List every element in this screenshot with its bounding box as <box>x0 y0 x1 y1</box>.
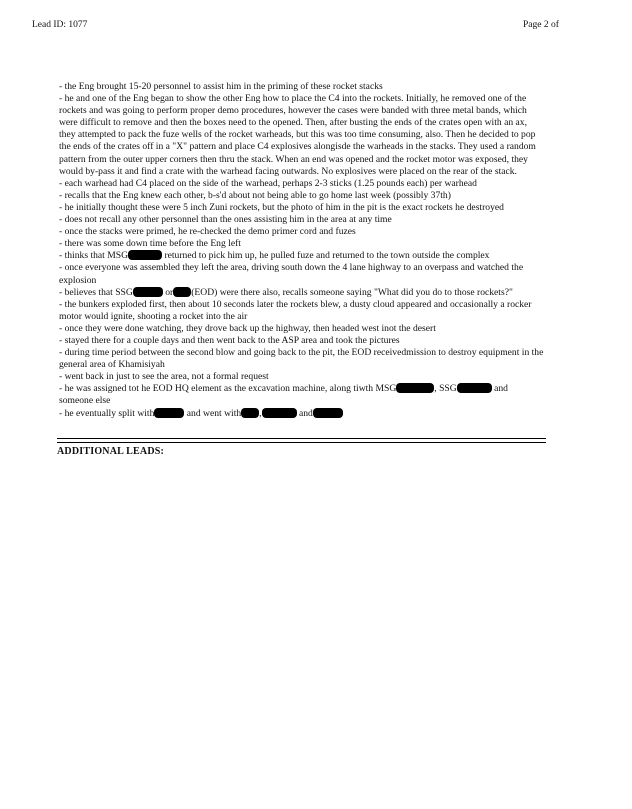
redaction-block <box>396 383 434 393</box>
note-text: - believes that SSG <box>59 286 133 298</box>
note-line <box>59 250 544 262</box>
redaction-block <box>313 408 343 418</box>
redaction-block <box>133 287 163 297</box>
interview-notes <box>59 81 544 420</box>
page-number: Page 2 of <box>523 20 559 30</box>
note-line: - went back in just to see the area, not a formal request <box>59 371 269 383</box>
note-line: - once they were done watching, they drove back up the highway, then headed west inot the desert <box>59 322 436 334</box>
note-line: - there was some down time before the Eng left <box>59 238 241 250</box>
note-line: - does not recall any other personnel than the ones assisting him in the area at any time <box>59 214 392 226</box>
additional-leads-heading: ADDITIONAL LEADS: <box>57 446 165 457</box>
note-text: and went with <box>186 407 242 419</box>
note-line <box>59 287 544 299</box>
note-line: - he and one of the Eng began to show the other Eng how to place the C4 into the rockets. Initially, he removed one of the rockets and was going to perform proper demo procedures, however the cases were banded with three metal bands, which were difficult to remove and then the boxes need to the opened. Then, after busting the ends of the crates open with an ax, they attempted to pack the fuze wells of the rocket warheads, but this was too time consuming, also. Then he decided to pop the ends of the crates off in a "X" pattern and place C4 explosives alongisde the warheads in the stacks. They used a random pattern from the outer upper corners then thru the stack. When an end was opened and the rocket motor was exposed, they would by-pass it and find a crate with the warhead facing outwards. No explosives were placed on the rear of the stack. <box>59 93 536 177</box>
note-line: - during time period between the second blow and going back to the pit, the EOD receivedmission to destroy equipment in the general area of Khamisiyah <box>59 347 544 371</box>
note-text: and <box>298 407 313 419</box>
note-line: - once everyone was assembled they left the area, driving south down the 4 lane highway to an overpass and watched the explosion <box>59 262 524 286</box>
note-text: returned to pick him up, he pulled fuze and returned to the town outside the complex <box>164 250 490 262</box>
note-line: - once the stacks were primed, he re-checked the demo primer cord and fuzes <box>59 226 356 238</box>
note-line: - he initially thought these were 5 inch Zuni rockets, but the photo of him in the pit is the exact rockets he destroyed <box>59 201 504 213</box>
note-line: - the bunkers exploded first, then about 10 seconds later the rockets blew, a dusty cloud appeared and occasionally a rocker motor would ignite, shooting a rocket into the air <box>59 298 532 322</box>
redaction-block <box>154 408 184 418</box>
note-text: , <box>259 407 262 419</box>
note-text: or <box>165 286 174 298</box>
note-line <box>59 383 544 407</box>
note-line: - the Eng brought 15-20 personnel to assist him in the priming of these rocket stacks <box>59 81 383 92</box>
note-text: (EOD) were there also, recalls someone saying "What did you do to those rockets?" <box>191 286 513 298</box>
note-text: and someone else <box>59 383 508 407</box>
note-text: - thinks that MSG <box>59 250 129 262</box>
note-line: - recalls that the Eng knew each other, b-s'd about not being able to go home last week (possibly 37th) <box>59 189 451 201</box>
note-line: - stayed there for a couple days and then went back to the ASP area and took the pictures <box>59 334 400 346</box>
section-divider <box>57 438 546 439</box>
redaction-block <box>173 287 191 297</box>
redaction-block <box>241 407 262 419</box>
note-line <box>59 408 544 420</box>
section-divider <box>57 442 546 443</box>
note-line: - each warhead had C4 placed on the side of the warhead, perhaps 2-3 sticks (1.25 pounds each) per warhead <box>59 177 477 189</box>
redaction-block <box>262 408 297 418</box>
note-text: - he was assigned tot he EOD HQ element as the excavation machine, along tiwth MSG <box>59 383 397 395</box>
redaction-block <box>457 383 492 393</box>
note-text: - he eventually split with <box>59 407 155 419</box>
redaction-block <box>128 250 162 260</box>
note-text: , SSG <box>434 383 457 395</box>
lead-id: Lead ID: 1077 <box>32 20 88 30</box>
